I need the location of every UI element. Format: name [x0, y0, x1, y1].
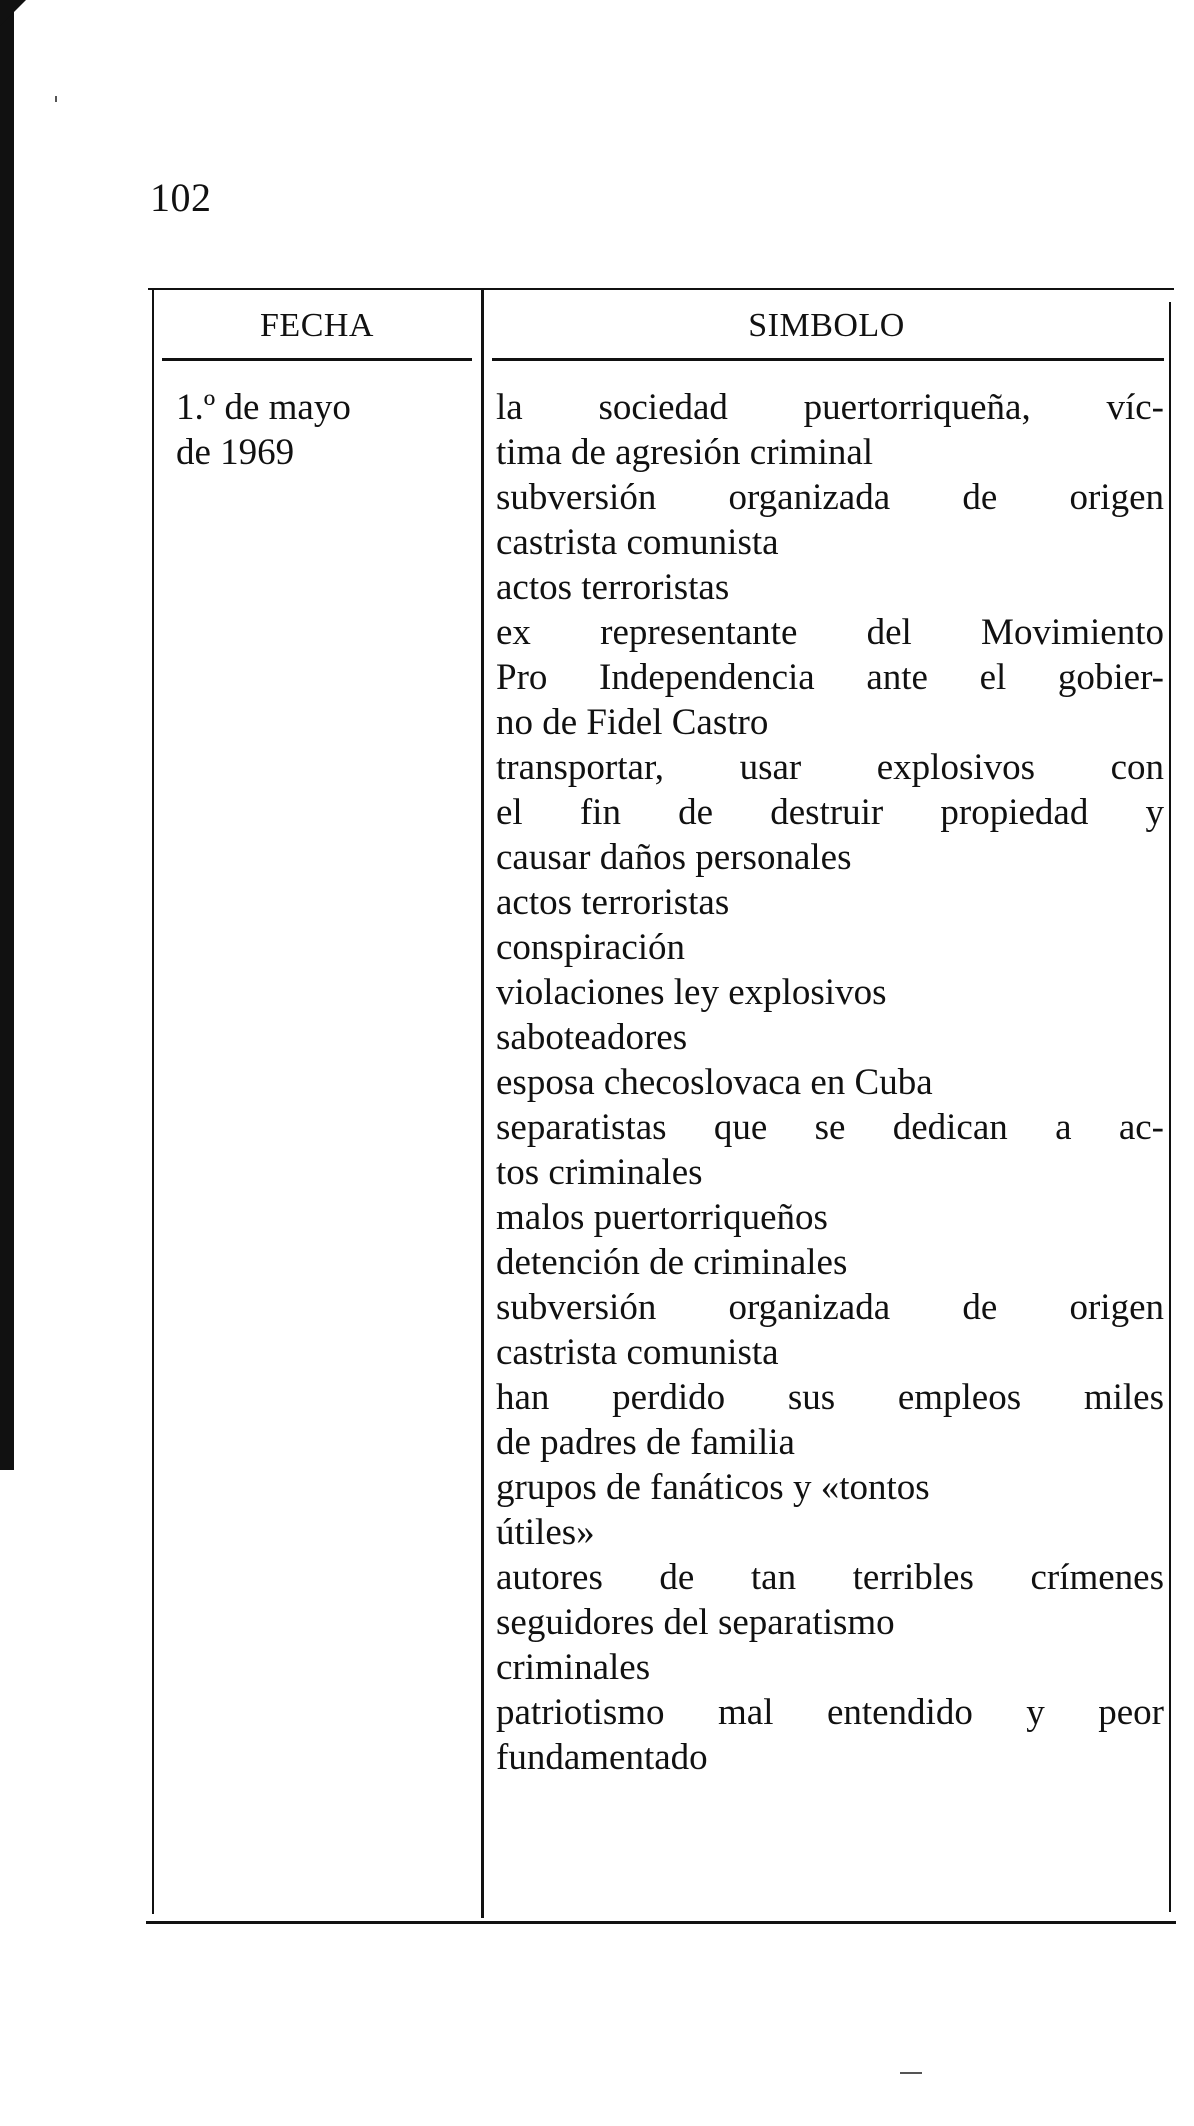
symbol-line: detención de criminales [496, 1242, 848, 1283]
scan-edge-bar [0, 0, 14, 1470]
symbol-line: conspiración [496, 927, 686, 968]
scan-corner-mark [0, 0, 26, 26]
page-number: 102 [150, 175, 212, 220]
symbol-line: actos terroristas [496, 882, 730, 923]
symbol-line: el fin de destruir propiedad y [496, 792, 1164, 833]
symbol-line: patriotismo mal entendido y peor [496, 1692, 1164, 1733]
symbol-cell [496, 385, 1164, 1780]
column-divider [481, 288, 484, 1918]
symbol-line: no de Fidel Castro [496, 702, 769, 743]
symbol-line: castrista comunista [496, 1332, 779, 1373]
symbol-line: actos terroristas [496, 567, 730, 608]
date-line: 1.º de mayo [176, 387, 351, 428]
symbol-line: tima de agresión criminal [496, 432, 874, 473]
header-underline-symbol [492, 358, 1164, 361]
symbol-line: de padres de familia [496, 1422, 795, 1463]
symbol-line: grupos de fanáticos y «tontos [496, 1467, 930, 1508]
symbol-line: esposa checoslovaca en Cuba [496, 1062, 933, 1103]
symbol-line: Pro Independencia ante el gobier- [496, 657, 1164, 698]
symbol-line: separatistas que se dedican a ac- [496, 1107, 1164, 1148]
symbol-line: malos puertorriqueños [496, 1197, 828, 1238]
symbol-line: transportar, usar explosivos con [496, 747, 1164, 788]
symbol-line: fundamentado [496, 1737, 708, 1778]
symbol-line: violaciones ley explosivos [496, 972, 887, 1013]
scan-speck [55, 96, 57, 102]
column-header-date: FECHA [260, 307, 374, 344]
symbol-line: criminales [496, 1647, 651, 1688]
table-bottom-rule [146, 1921, 1176, 1924]
symbol-line: útiles» [496, 1512, 595, 1553]
symbol-line: seguidores del separatismo [496, 1602, 895, 1643]
symbol-line: subversión organizada de origen [496, 477, 1164, 518]
symbol-line: han perdido sus empleos miles [496, 1377, 1164, 1418]
symbol-line: causar daños personales [496, 837, 852, 878]
symbol-line: autores de tan terribles crímenes [496, 1557, 1164, 1598]
scan-speck [900, 2072, 922, 2074]
date-line: de 1969 [176, 432, 295, 473]
column-header-symbol: SIMBOLO [748, 307, 905, 344]
date-symbol-table [148, 288, 1174, 1925]
header-underline-date [162, 358, 472, 361]
symbol-line: saboteadores [496, 1017, 688, 1058]
table-top-rule [148, 288, 1174, 290]
table-left-rule [152, 288, 154, 1914]
symbol-line: castrista comunista [496, 522, 779, 563]
table-right-rule [1169, 302, 1171, 1912]
symbol-line: tos criminales [496, 1152, 703, 1193]
date-cell [176, 385, 476, 475]
symbol-line: ex representante del Movimiento [496, 612, 1164, 653]
symbol-line: subversión organizada de origen [496, 1287, 1164, 1328]
symbol-line: la sociedad puertorriqueña, víc- [496, 387, 1164, 428]
